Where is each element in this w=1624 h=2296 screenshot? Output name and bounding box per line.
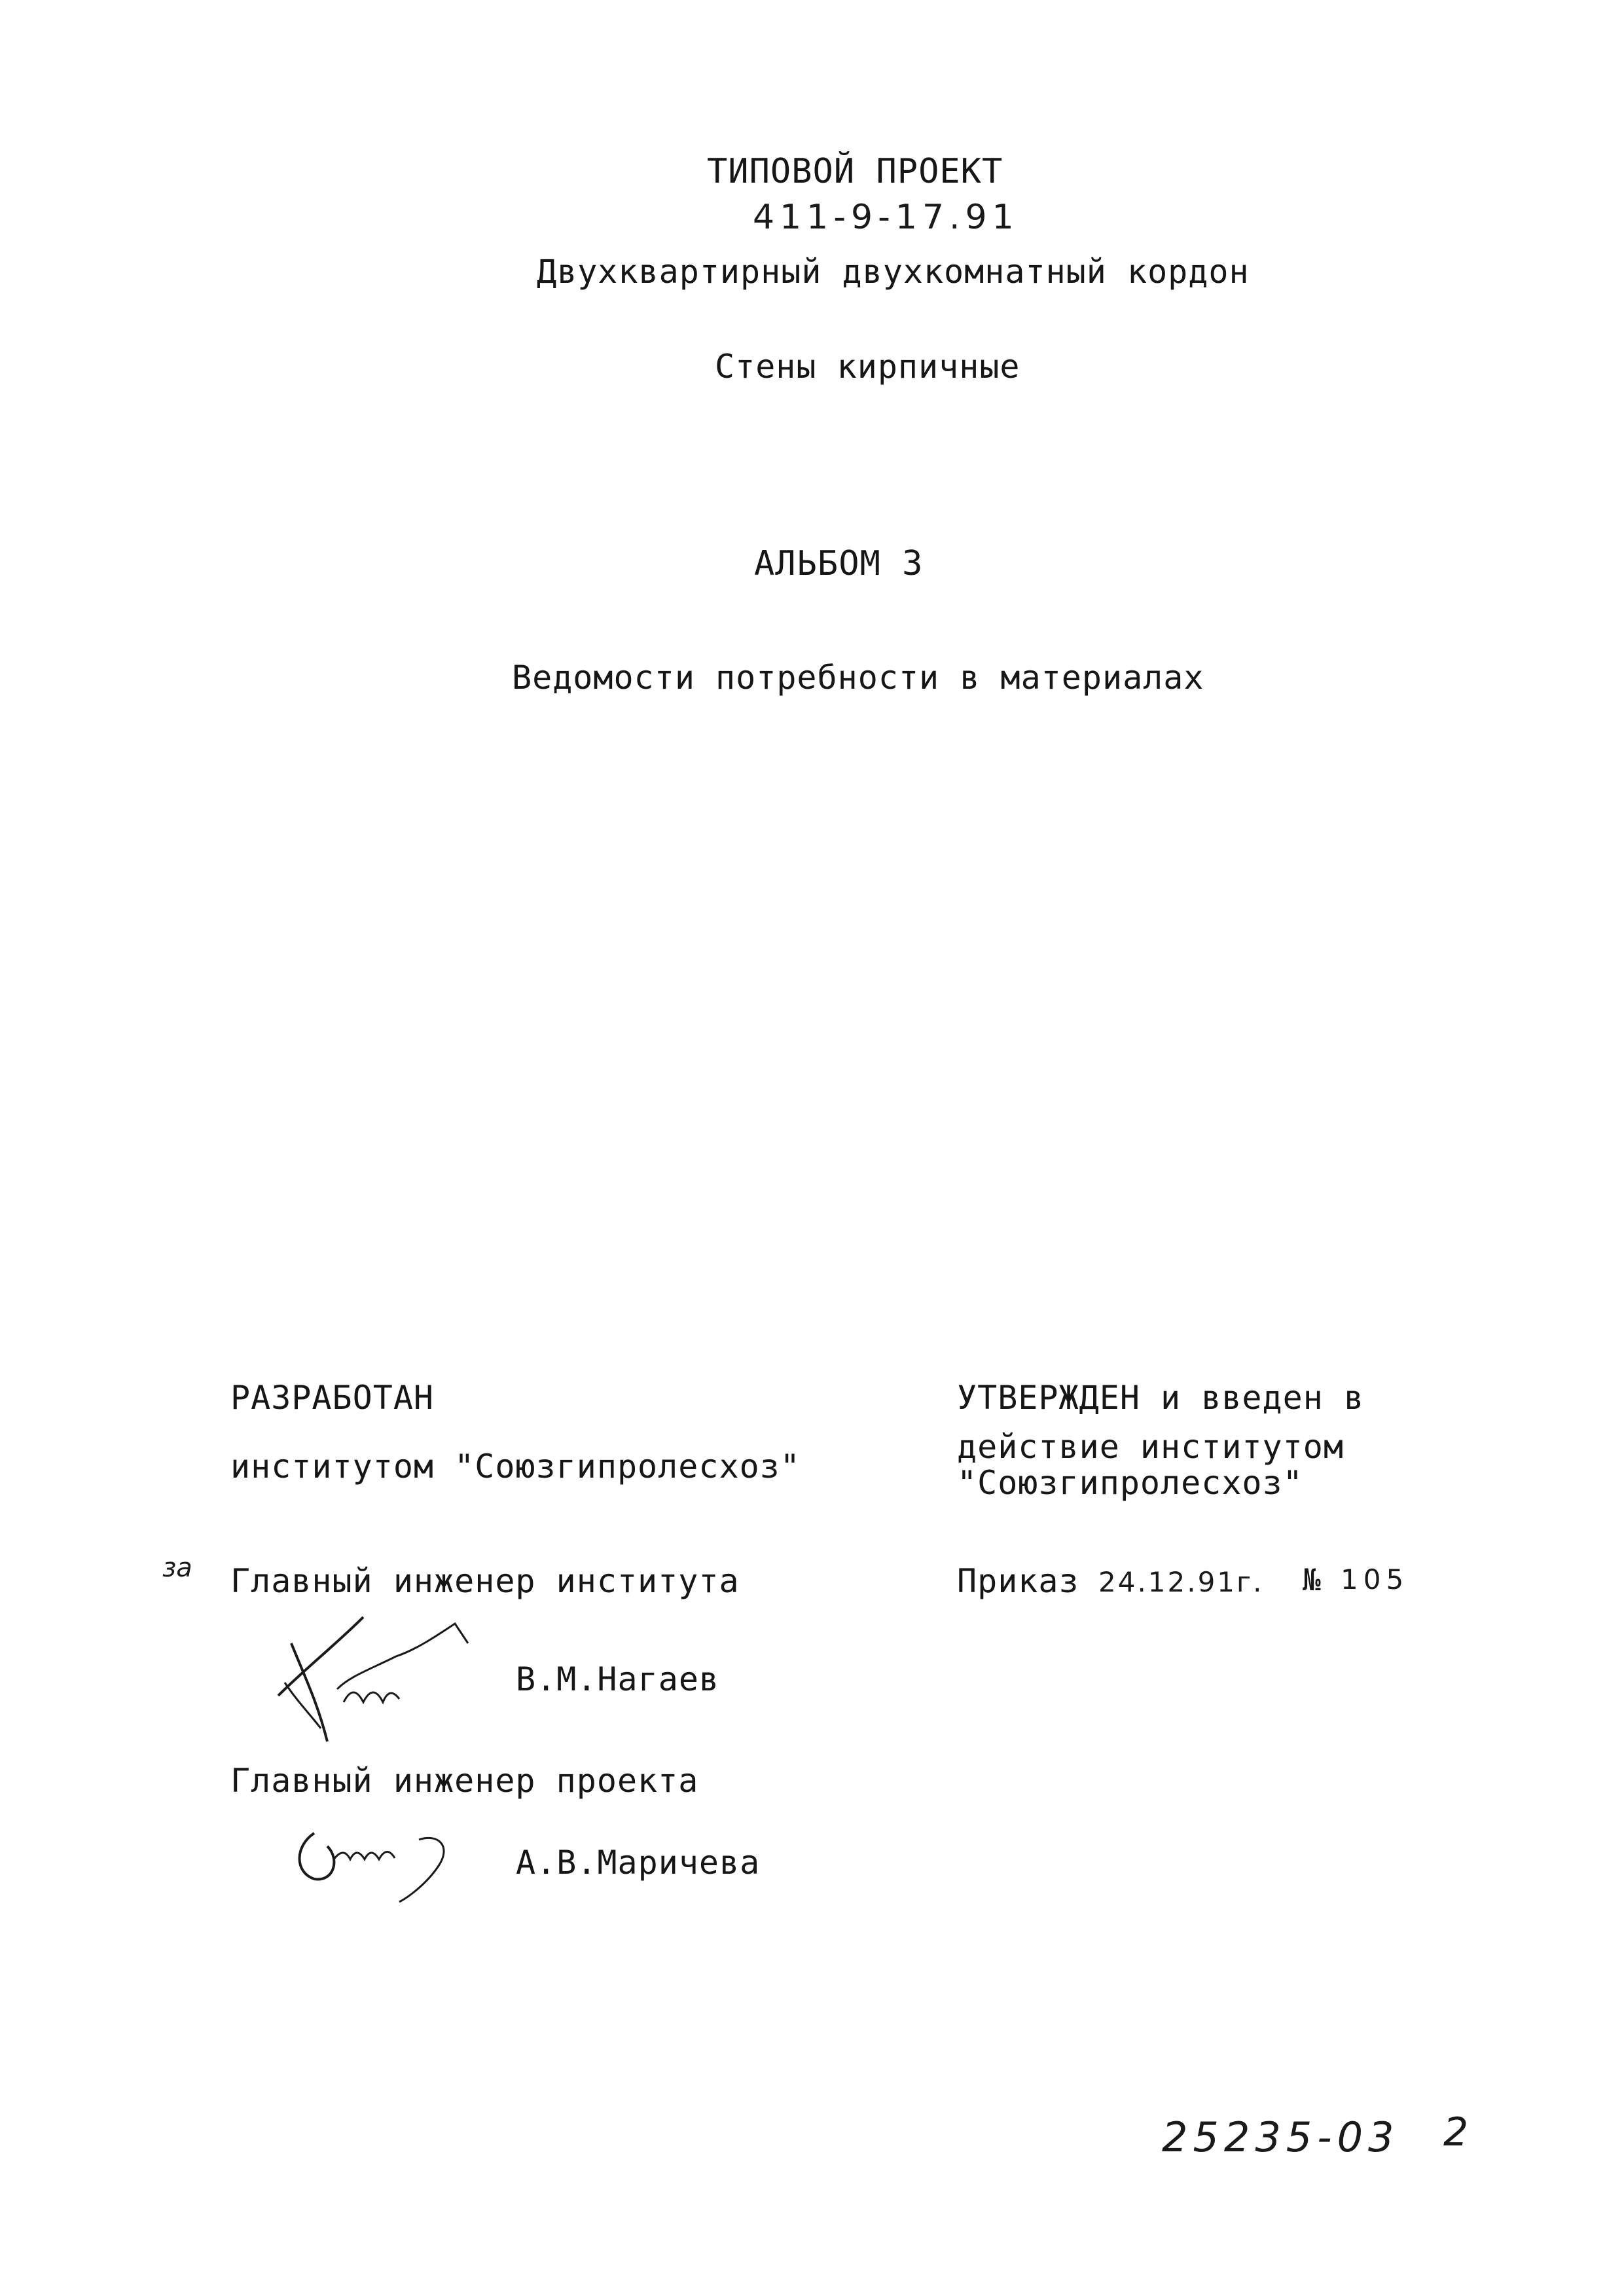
developed-by: институтом "Союзгипролесхоз" <box>230 1448 801 1485</box>
order-date: 24.12.91г. <box>1098 1566 1264 1598</box>
project-subtitle: Двухквартирный двухкомнатный кордон <box>537 253 1250 291</box>
album-description: Ведомости потребности в материалах <box>512 659 1204 697</box>
order-number: 105 <box>1341 1563 1409 1595</box>
walls-type: Стены кирпичные <box>715 348 1020 386</box>
album-label: АЛЬБОМ 3 <box>754 544 924 583</box>
approved-line-1: УТВЕРЖДЕН и введен в <box>957 1379 1365 1417</box>
approved-line-2: действие институтом <box>957 1428 1344 1466</box>
signature-nagaev <box>265 1604 481 1755</box>
project-number: 411-9-17.91 <box>753 198 1019 237</box>
developed-heading: РАЗРАБОТАН <box>230 1379 435 1417</box>
chief-engineer-project-label: Главный инженер проекта <box>230 1762 699 1800</box>
sheet-number: 2 <box>1443 2109 1469 2155</box>
order-label: Приказ <box>957 1562 1079 1600</box>
handwritten-annotation: за <box>162 1553 192 1583</box>
chief-engineer-institute-label: Главный инженер института <box>230 1562 740 1600</box>
signature-marichev <box>288 1820 471 1905</box>
chief-engineer-institute-name: В.М.Нагаев <box>516 1660 720 1698</box>
approved-line-3: "Союзгипролесхоз" <box>957 1464 1303 1502</box>
project-type-title: ТИПОВОЙ ПРОЕКТ <box>707 152 1003 191</box>
order-number-label: № <box>1303 1562 1322 1597</box>
chief-engineer-project-name: А.В.Маричева <box>516 1844 761 1882</box>
document-code: 25235-03 <box>1162 2113 1399 2161</box>
